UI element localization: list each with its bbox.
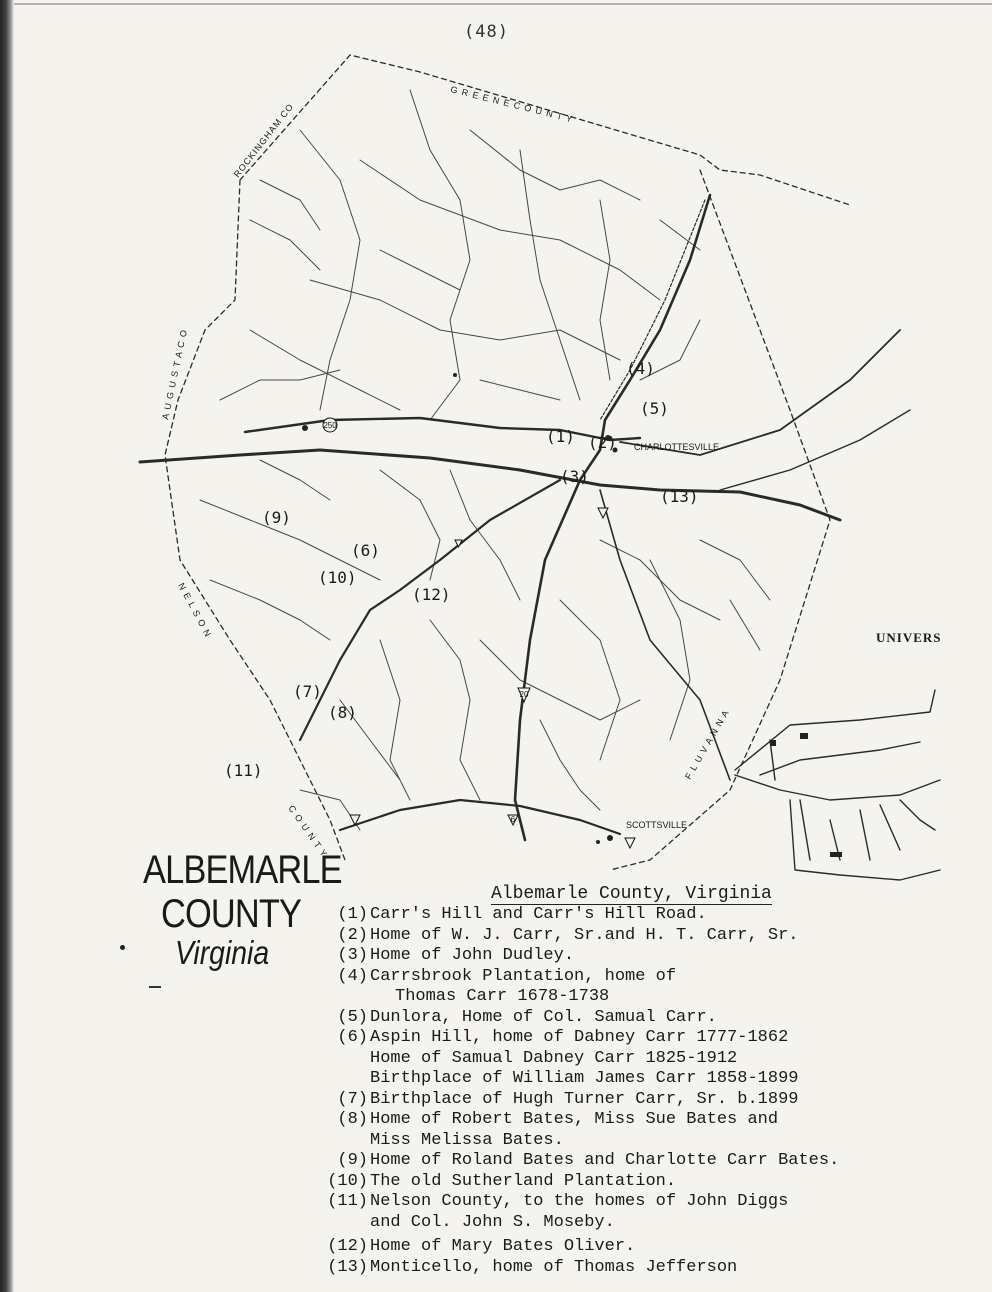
label-scottsville: SCOTTSVILLE xyxy=(626,820,688,830)
legend-item: (7) Birthplace of Hugh Turner Carr, Sr. b.1899 xyxy=(337,1089,799,1109)
legend-item: (11) Nelson County, to the homes of John Diggs xyxy=(327,1192,789,1211)
legend-item: (9) Home of Roland Bates and Charlotte Carr Bates. xyxy=(337,1151,840,1170)
legend-list xyxy=(312,905,839,1278)
marker-12: (12) xyxy=(412,585,451,604)
route-shield-20 xyxy=(518,688,530,702)
road-scottsville xyxy=(340,800,620,834)
marker-13: (13) xyxy=(660,487,699,506)
route-shield-6c xyxy=(625,838,635,848)
svg-text:20: 20 xyxy=(519,690,529,699)
marker-10: (10) xyxy=(318,568,357,587)
inset-map xyxy=(735,690,940,880)
label-universal: UNIVERS xyxy=(876,630,942,645)
legend-item-continuation: Thomas Carr 1678-1738 xyxy=(395,987,610,1006)
legend-item: (4) Carrsbrook Plantation, home of xyxy=(337,966,677,986)
road-rail xyxy=(600,200,705,420)
legend-item-continuation: Miss Melissa Bates. xyxy=(370,1130,564,1150)
marker-4: (4) xyxy=(626,359,655,378)
caption-county: COUNTY xyxy=(161,892,302,936)
route-shield-250 xyxy=(323,418,337,432)
legend-item: (3) Home of John Dudley. xyxy=(337,946,575,965)
page-number: (48) xyxy=(464,22,509,42)
legend-item-continuation: Birthplace of William James Carr 1858-1899 xyxy=(370,1069,799,1088)
marker-1: (1) xyxy=(546,427,575,446)
svg-text:250: 250 xyxy=(323,421,337,430)
caption-albemarle: ALBEMARLE xyxy=(143,848,342,892)
legend-item: (10) The old Sutherland Plantation. xyxy=(327,1171,677,1191)
legend-item: (13) Monticello, home of Thomas Jefferson xyxy=(327,1257,738,1277)
label-fluvanna: F L U V A N N A xyxy=(683,707,732,781)
marker-8: (8) xyxy=(328,703,357,722)
stray-mark xyxy=(120,945,125,950)
marker-2: (2) xyxy=(588,433,617,452)
svg-text:6: 6 xyxy=(510,815,516,824)
marker-3: (3) xyxy=(560,467,589,486)
county-boundary xyxy=(165,55,850,870)
legend-item: (8) Home of Robert Bates, Miss Sue Bates and xyxy=(337,1110,779,1129)
stray-dash xyxy=(149,986,161,988)
label-county: C O U N T Y xyxy=(286,803,330,860)
legend-item-continuation: and Col. John S. Moseby. xyxy=(370,1212,615,1232)
marker-9: (9) xyxy=(262,508,291,527)
route-shield-6 xyxy=(508,815,518,825)
legend-item: (6) Aspin Hill, home of Dabney Carr 1777-1862 xyxy=(337,1028,789,1047)
label-rockingham: ROCKINGHAM CO xyxy=(231,101,296,180)
label-augusta: A U G U S T A C O xyxy=(160,328,190,421)
marker-7: (7) xyxy=(293,682,322,701)
legend-item: (2) Home of W. J. Carr, Sr.and H. T. Carr, Sr. xyxy=(337,925,799,945)
label-charlottesville: CHARLOTTESVILLE xyxy=(634,442,720,452)
caption-virginia: Virginia xyxy=(175,934,270,971)
legend-item: (12) Home of Mary Bates Oliver. xyxy=(327,1237,636,1256)
legend-title: Albemarle County, Virginia xyxy=(491,884,772,904)
legend-item: (5) Dunlora, Home of Col. Samual Carr. xyxy=(337,1007,717,1027)
road-east xyxy=(620,330,900,455)
legend-item: (1) Carr's Hill and Carr's Hill Road. xyxy=(337,905,707,924)
marker-11: (11) xyxy=(224,761,263,780)
marker-6: (6) xyxy=(351,541,380,560)
legend-item-continuation: Home of Samual Dabney Carr 1825-1912 xyxy=(370,1048,738,1068)
label-nelson: N E L S O N xyxy=(176,581,214,640)
label-greene-county: G R E E N E C O U N T Y xyxy=(449,84,575,125)
marker-5: (5) xyxy=(640,399,669,418)
